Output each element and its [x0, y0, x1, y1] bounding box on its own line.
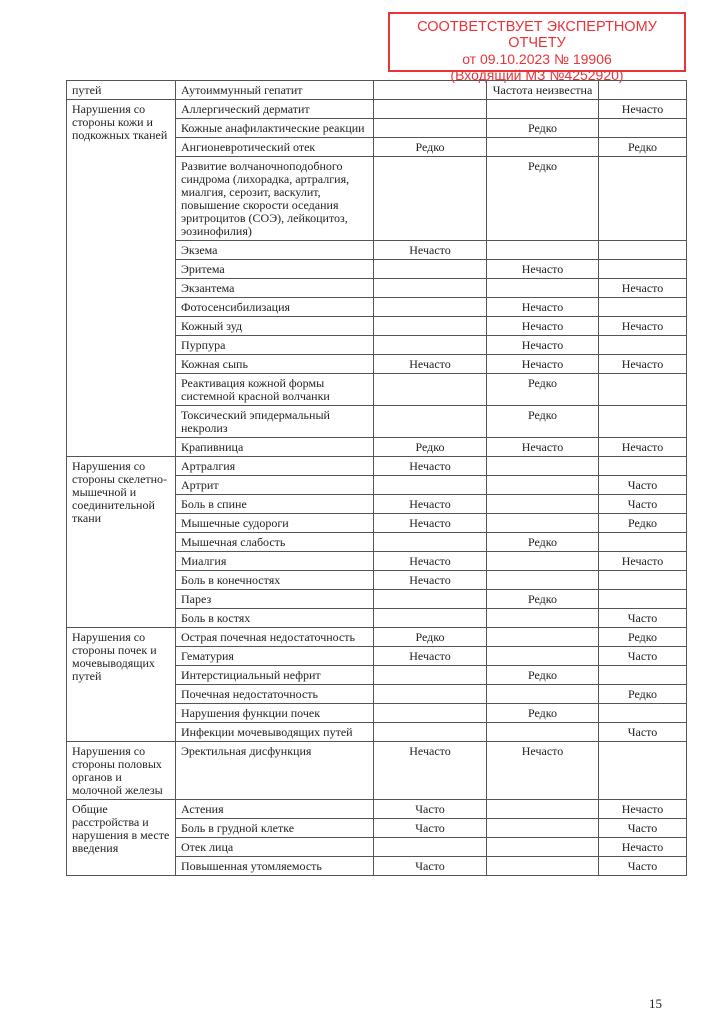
- adverse-reactions-table: [66, 80, 687, 876]
- frequency-cell: [487, 457, 599, 476]
- frequency-cell: Редко: [487, 119, 599, 138]
- frequency-cell: [374, 838, 487, 857]
- frequency-cell: [599, 704, 687, 723]
- frequency-cell: Нечасто: [599, 100, 687, 119]
- reaction-cell: Инфекции мочевыводящих путей: [176, 723, 374, 742]
- organ-class-cell: Нарушения со стороны почек и мочевыводящих путей: [67, 628, 176, 742]
- reaction-cell: Кожные анафилактические реакции: [176, 119, 374, 138]
- reaction-cell: Артрит: [176, 476, 374, 495]
- reaction-cell: Экзема: [176, 241, 374, 260]
- frequency-cell: Частота неизвестна: [487, 81, 599, 100]
- frequency-cell: [487, 685, 599, 704]
- reaction-cell: Повышенная утомляемость: [176, 857, 374, 876]
- reaction-cell: Миалгия: [176, 552, 374, 571]
- organ-class-cell: путей: [67, 81, 176, 100]
- frequency-cell: Нечасто: [599, 317, 687, 336]
- reaction-cell: Боль в конечностях: [176, 571, 374, 590]
- frequency-cell: [374, 119, 487, 138]
- reaction-cell: Острая почечная недостаточность: [176, 628, 374, 647]
- frequency-cell: [374, 279, 487, 298]
- frequency-cell: [374, 81, 487, 100]
- frequency-cell: Редко: [487, 157, 599, 241]
- frequency-cell: [487, 138, 599, 157]
- reaction-cell: Боль в спине: [176, 495, 374, 514]
- frequency-cell: Редко: [487, 666, 599, 685]
- table-row: [67, 628, 687, 647]
- frequency-cell: [599, 533, 687, 552]
- frequency-cell: Часто: [599, 609, 687, 628]
- frequency-cell: [487, 857, 599, 876]
- frequency-cell: [599, 298, 687, 317]
- frequency-cell: Часто: [374, 800, 487, 819]
- frequency-cell: Нечасто: [487, 742, 599, 800]
- reaction-cell: Боль в грудной клетке: [176, 819, 374, 838]
- frequency-cell: [599, 336, 687, 355]
- frequency-cell: Часто: [374, 819, 487, 838]
- frequency-cell: [599, 571, 687, 590]
- frequency-cell: [487, 647, 599, 666]
- reaction-cell: Токсический эпидермальный некролиз: [176, 406, 374, 438]
- frequency-cell: Редко: [374, 438, 487, 457]
- frequency-cell: [374, 374, 487, 406]
- frequency-cell: [599, 260, 687, 279]
- organ-class-cell: Нарушения со стороны половых органов и молочной железы: [67, 742, 176, 800]
- frequency-cell: [374, 666, 487, 685]
- frequency-cell: Нечасто: [487, 355, 599, 374]
- frequency-cell: Нечасто: [599, 838, 687, 857]
- reaction-cell: Боль в костях: [176, 609, 374, 628]
- reaction-cell: Парез: [176, 590, 374, 609]
- table-row: [67, 457, 687, 476]
- reaction-cell: Экзантема: [176, 279, 374, 298]
- frequency-cell: [487, 279, 599, 298]
- frequency-cell: [374, 704, 487, 723]
- table-row: [67, 742, 687, 800]
- reaction-cell: Аллергический дерматит: [176, 100, 374, 119]
- frequency-cell: [374, 685, 487, 704]
- frequency-cell: Нечасто: [374, 495, 487, 514]
- stamp-line-1: СООТВЕТСТВУЕТ ЭКСПЕРТНОМУ ОТЧЕТУ: [417, 19, 657, 51]
- frequency-cell: Редко: [599, 628, 687, 647]
- frequency-cell: Часто: [599, 647, 687, 666]
- reaction-cell: Аутоиммунный гепатит: [176, 81, 374, 100]
- frequency-cell: [374, 590, 487, 609]
- frequency-cell: Часто: [374, 857, 487, 876]
- frequency-cell: Нечасто: [374, 457, 487, 476]
- page-number: 15: [649, 996, 662, 1011]
- table-row: [67, 100, 687, 119]
- frequency-cell: Часто: [599, 495, 687, 514]
- expert-report-stamp: [388, 12, 686, 83]
- frequency-cell: [599, 374, 687, 406]
- frequency-cell: [374, 533, 487, 552]
- frequency-cell: Нечасто: [487, 336, 599, 355]
- reaction-cell: Интерстициальный нефрит: [176, 666, 374, 685]
- frequency-cell: [599, 457, 687, 476]
- reaction-cell: Почечная недостаточность: [176, 685, 374, 704]
- frequency-cell: [487, 723, 599, 742]
- frequency-cell: [487, 800, 599, 819]
- frequency-cell: Редко: [374, 628, 487, 647]
- frequency-cell: Редко: [599, 138, 687, 157]
- frequency-cell: [487, 552, 599, 571]
- frequency-cell: Нечасто: [487, 260, 599, 279]
- frequency-cell: Нечасто: [487, 438, 599, 457]
- frequency-cell: [599, 157, 687, 241]
- reaction-cell: Кожная сыпь: [176, 355, 374, 374]
- reaction-cell: Кожный зуд: [176, 317, 374, 336]
- frequency-cell: Часто: [599, 476, 687, 495]
- table-row: [67, 81, 687, 100]
- frequency-cell: Нечасто: [374, 552, 487, 571]
- reaction-cell: Отек лица: [176, 838, 374, 857]
- reaction-cell: Мышечная слабость: [176, 533, 374, 552]
- frequency-cell: Редко: [487, 590, 599, 609]
- frequency-cell: [487, 838, 599, 857]
- reaction-cell: Пурпура: [176, 336, 374, 355]
- frequency-cell: [487, 100, 599, 119]
- frequency-cell: Нечасто: [374, 571, 487, 590]
- organ-class-cell: Нарушения со стороны скелетно-мышечной и соединительной ткани: [67, 457, 176, 628]
- frequency-cell: [599, 241, 687, 260]
- frequency-cell: [374, 609, 487, 628]
- frequency-cell: [599, 81, 687, 100]
- stamp-line-2: от 09.10.2023 № 19906: [462, 51, 612, 67]
- frequency-cell: [374, 476, 487, 495]
- frequency-cell: [487, 819, 599, 838]
- frequency-cell: [599, 666, 687, 685]
- stamp-line-3: (Входящий МЗ №4252920): [450, 67, 624, 83]
- frequency-cell: [374, 100, 487, 119]
- frequency-cell: [374, 317, 487, 336]
- frequency-cell: [599, 590, 687, 609]
- frequency-cell: Нечасто: [374, 241, 487, 260]
- frequency-cell: Нечасто: [599, 800, 687, 819]
- reaction-cell: Фотосенсибилизация: [176, 298, 374, 317]
- frequency-cell: [374, 298, 487, 317]
- frequency-cell: Нечасто: [599, 438, 687, 457]
- frequency-cell: Редко: [487, 533, 599, 552]
- frequency-cell: Редко: [599, 514, 687, 533]
- frequency-cell: [374, 260, 487, 279]
- frequency-cell: Редко: [487, 406, 599, 438]
- frequency-cell: [599, 119, 687, 138]
- frequency-cell: [374, 157, 487, 241]
- organ-class-cell: Общие расстройства и нарушения в месте введения: [67, 800, 176, 876]
- frequency-cell: [487, 628, 599, 647]
- frequency-cell: Нечасто: [374, 742, 487, 800]
- frequency-cell: [487, 609, 599, 628]
- reaction-cell: Нарушения функции почек: [176, 704, 374, 723]
- frequency-cell: Нечасто: [599, 355, 687, 374]
- frequency-cell: Нечасто: [374, 514, 487, 533]
- reaction-cell: Развитие волчаночноподобного синдрома (лихорадка, артралгия, миалгия, серозит, васкулит, повышение скорости оседания эритроцитов (СОЭ), лейкоцитоз, эозинофилия): [176, 157, 374, 241]
- frequency-cell: Нечасто: [374, 647, 487, 666]
- reaction-cell: Артралгия: [176, 457, 374, 476]
- table-row: [67, 800, 687, 819]
- frequency-cell: [487, 495, 599, 514]
- frequency-cell: [487, 571, 599, 590]
- frequency-cell: Нечасто: [487, 298, 599, 317]
- reaction-cell: Ангионевротический отек: [176, 138, 374, 157]
- reaction-cell: Мышечные судороги: [176, 514, 374, 533]
- frequency-cell: Нечасто: [487, 317, 599, 336]
- reaction-cell: Астения: [176, 800, 374, 819]
- frequency-cell: Нечасто: [599, 552, 687, 571]
- frequency-cell: [487, 241, 599, 260]
- frequency-cell: Редко: [374, 138, 487, 157]
- reaction-cell: Реактивация кожной формы системной красной волчанки: [176, 374, 374, 406]
- frequency-cell: [599, 742, 687, 800]
- reaction-cell: Эректильная дисфункция: [176, 742, 374, 800]
- reaction-cell: Гематурия: [176, 647, 374, 666]
- frequency-cell: [487, 476, 599, 495]
- frequency-cell: Редко: [487, 374, 599, 406]
- reaction-cell: Крапивница: [176, 438, 374, 457]
- frequency-cell: Часто: [599, 723, 687, 742]
- reaction-cell: Эритема: [176, 260, 374, 279]
- frequency-cell: Редко: [487, 704, 599, 723]
- frequency-cell: Нечасто: [599, 279, 687, 298]
- frequency-cell: [374, 723, 487, 742]
- frequency-cell: [487, 514, 599, 533]
- frequency-cell: Нечасто: [374, 355, 487, 374]
- frequency-cell: Часто: [599, 857, 687, 876]
- frequency-cell: [599, 406, 687, 438]
- frequency-cell: Редко: [599, 685, 687, 704]
- organ-class-cell: Нарушения со стороны кожи и подкожных тканей: [67, 100, 176, 457]
- frequency-cell: [374, 336, 487, 355]
- frequency-cell: [374, 406, 487, 438]
- frequency-cell: Часто: [599, 819, 687, 838]
